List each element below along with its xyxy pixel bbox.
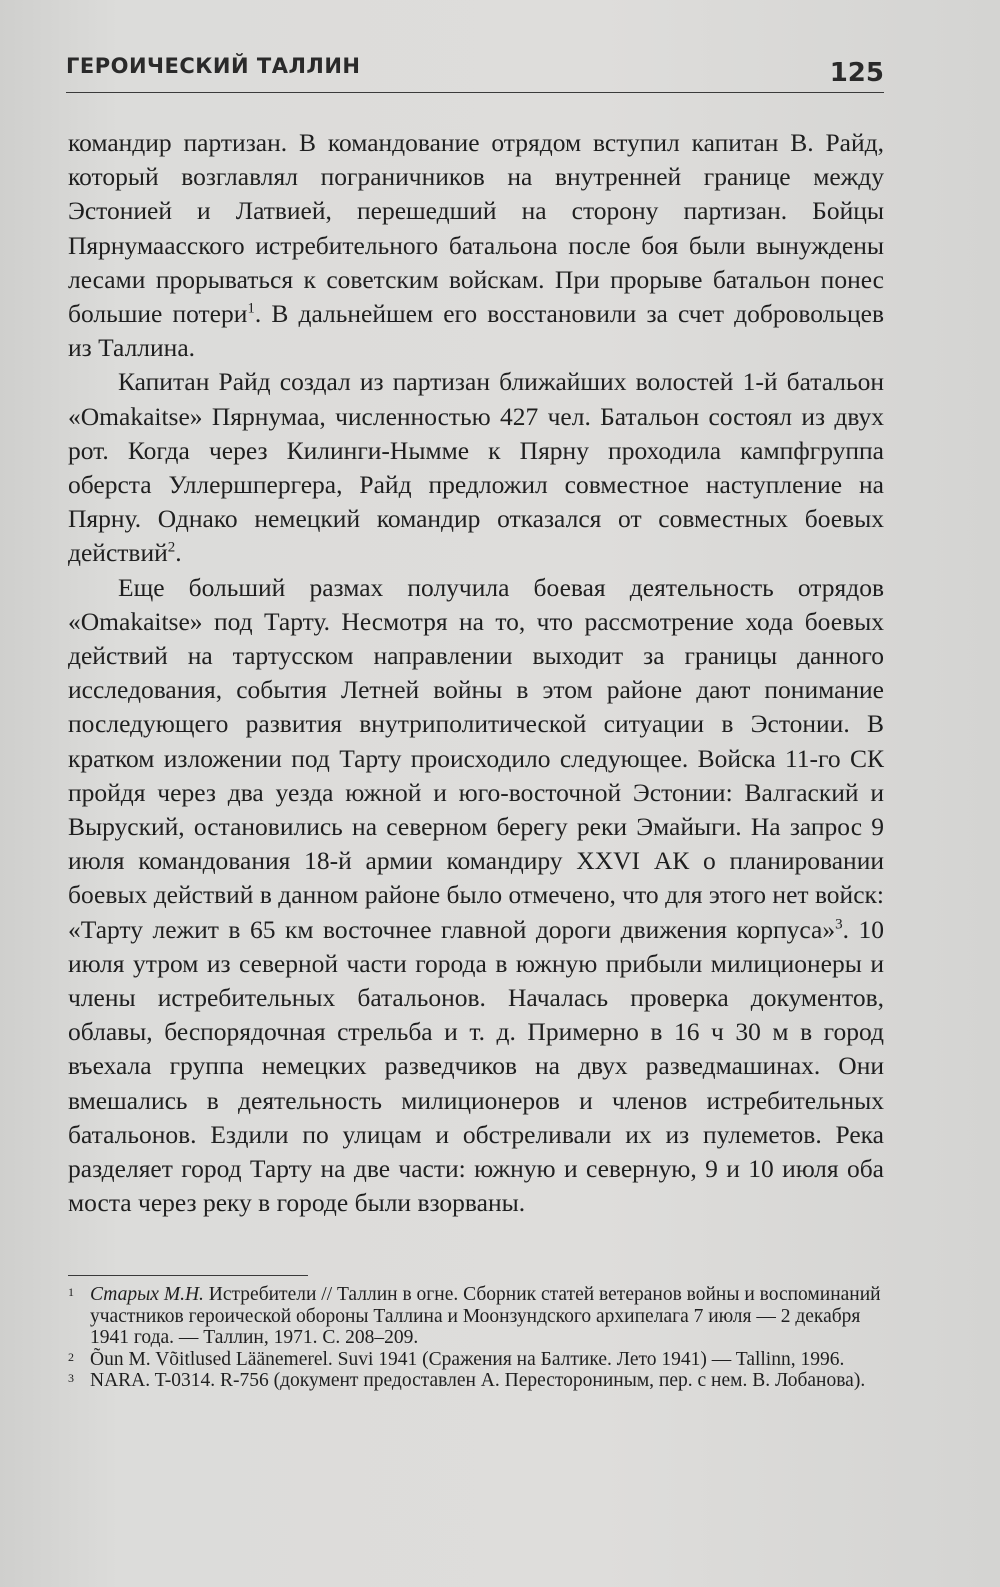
footnote-text: Истребители // Таллин в огне. Сборник статей ветеранов войны и воспоминаний участников героической обороны Таллина и Моонзундского архипелага 7 июля — 2 декабря 1941 года. — Таллин, 1971. С. 208–209.: [90, 1284, 881, 1348]
main-text: [68, 126, 884, 1221]
paragraph-text: .: [175, 538, 182, 568]
running-header: [66, 48, 884, 93]
footnotes: [68, 1284, 884, 1392]
paragraph-1: [68, 126, 884, 365]
footnote-2: [68, 1349, 884, 1371]
footnote-ref[interactable]: 3: [835, 916, 843, 933]
footnote-mark: 2: [68, 1349, 74, 1364]
paragraph-2: [68, 365, 884, 570]
running-title: ГЕРОИЧЕСКИЙ ТАЛЛИН: [66, 54, 361, 78]
paragraph-3: [68, 571, 884, 1221]
footnote-1: [68, 1284, 884, 1349]
paragraph-text: Еще больший размах получила боевая деятельность отрядов «Omakaitse» под Тарту. Несмотря на то, что рассмотрение хода боевых действий на тартусском направлении выходит за границы данного исследования, события Летней войны в этом районе дают понимание последующего развития внутриполитической ситуации в Эстонии. В кратком изложении под Тарту происходило следующее. Войска 11-го СК пройдя через два уезда южной и юго-восточной Эстонии: Валгаский и Выруский, остановились на северном берегу реки Эмайыги. На запрос 9 июля командования 18-й армии командиру XXVI АК о планировании боевых действий в данном районе было отмечено, что для этого нет войск: «Тарту лежит в 65 км восточнее главной дороги движения корпуса»: [68, 572, 884, 944]
page-number: 125: [829, 58, 884, 88]
footnote-text: Õun M. Võitlused Läänemerel. Suvi 1941 (Сражения на Балтике. Лето 1941) — Tallinn, 1996.: [90, 1348, 845, 1370]
footnote-3: [68, 1370, 884, 1392]
footnote-ref[interactable]: 1: [247, 300, 255, 317]
paragraph-text: командир партизан. В командование отрядом вступил капитан В. Райд, который возглавлял пограничников на внутренней границе между Эстонией и Латвией, перешедший на сторону партизан. Бойцы Пярнумаасского истребительного батальона после боя были вынуждены лесами прорываться к советским войскам. При прорыве батальон понес большие потери: [68, 128, 884, 329]
footnote-author: Старых М.Н.: [90, 1284, 204, 1305]
paragraph-text: . В дальнейшем его восстановили за счет добровольцев из Таллина.: [68, 299, 884, 363]
footnote-ref[interactable]: 2: [167, 539, 176, 556]
footnote-mark: 3: [68, 1371, 74, 1385]
footnote-mark: 1: [68, 1285, 74, 1299]
paragraph-text: Капитан Райд создал из партизан ближайших волостей 1-й батальон «Omakaitse» Пярнумаа, численностью 427 чел. Батальон состоял из двух рот. Когда через Килинги-Нымме к Пярну проходила кампфгруппа оберста Уллершпергера, Райд предложил совместное наступление на Пярну. Однако немецкий командир отказался от совместных боевых действий: [68, 367, 884, 568]
footnote-text: NARA. T-0314. R-756 (документ предоставлен А. Пересторониным, пер. с нем. В. Лобанова).: [90, 1370, 866, 1391]
footnote-divider: [68, 1275, 308, 1276]
paragraph-text: . 10 июля утром из северной части города в южную прибыли милиционеры и члены истребительных батальонов. Началась проверка документов, облавы, беспорядочная стрельба и т. д. Примерно в 16 ч 30 м в город въехала группа немецких разведчиков на двух разведмашинах. Они вмешались в деятельность милиционеров и членов истребительных батальонов. Ездили по улицам и обстреливали их из пулеметов. Река разделяет город Тарту на две части: южную и северную, 9 и 10 июля оба моста через реку в городе были взорваны.: [68, 914, 884, 1218]
